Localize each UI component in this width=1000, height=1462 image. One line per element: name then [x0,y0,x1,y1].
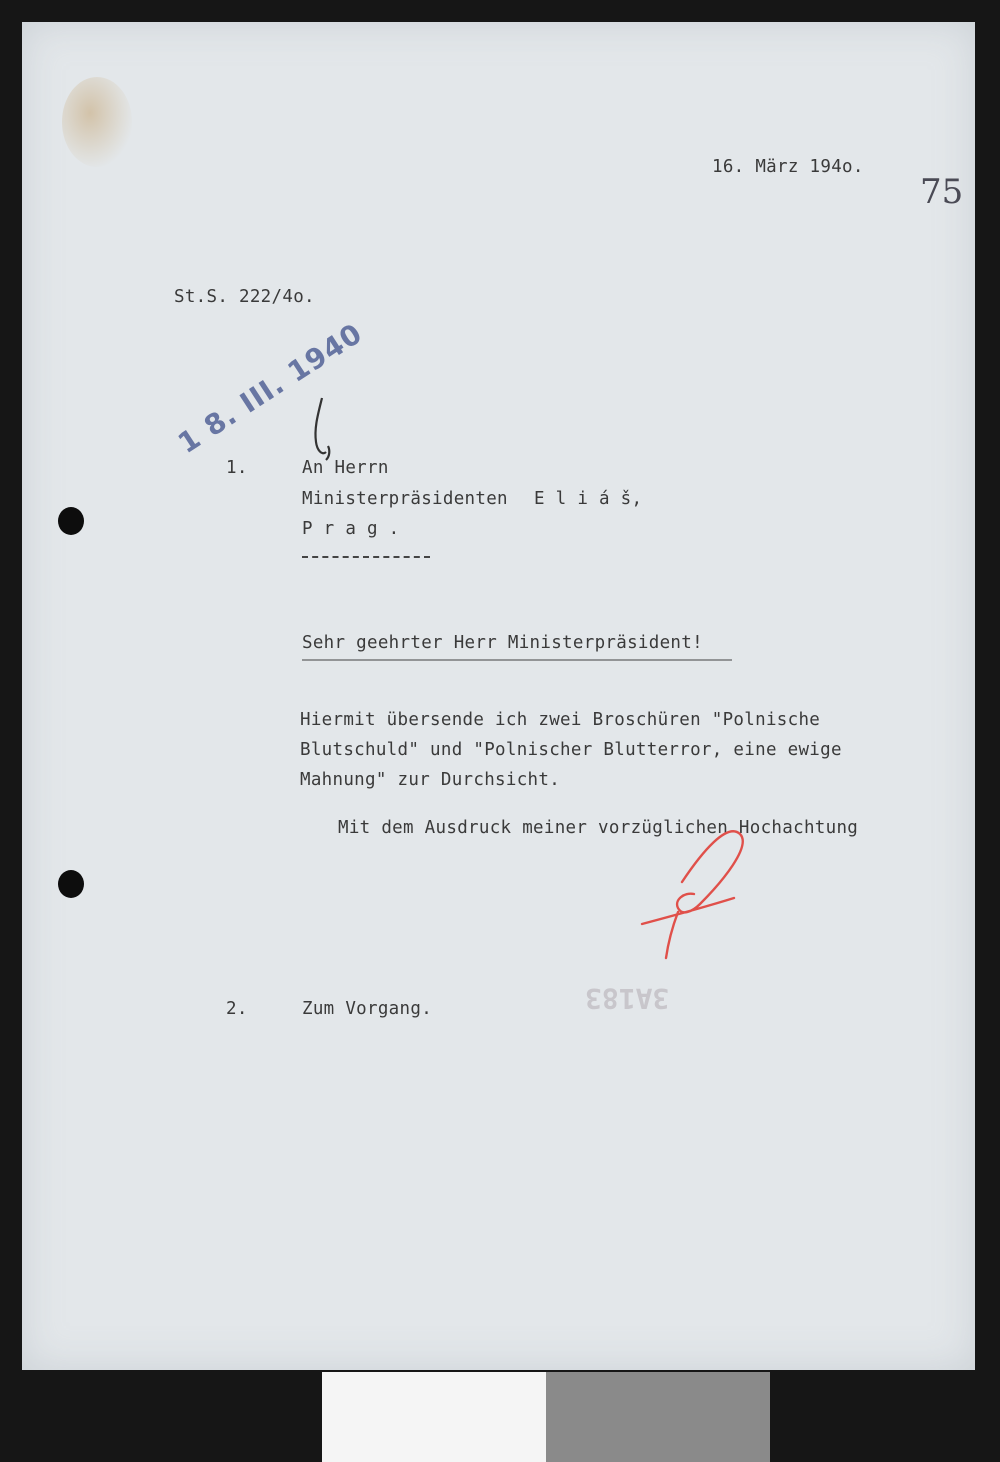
item-2-text: Zum Vorgang. [302,999,433,1019]
folio-number: 75 [920,172,964,212]
reference-number: St.S. 222/4o. [174,287,315,307]
body-line-3: Mahnung" zur Durchsicht. [300,770,561,790]
document-date: 16. März 194o. [712,157,864,177]
handwritten-signature [622,812,762,962]
punch-hole-bottom [58,870,84,898]
body-line-2: Blutschuld" und "Polnischer Blutterror, eine ewige [300,740,842,760]
paper-sheet [22,22,975,1370]
closing-phrase: Mit dem Ausdruck meiner vorzüglichen Hochachtung [338,818,859,838]
address-line-2-name: E l i á š, [534,489,643,509]
punch-hole-top [58,507,84,535]
item-2-number: 2. [226,999,248,1019]
greeting-underline [302,659,732,661]
handwritten-initial-mark [300,394,340,464]
body-line-1: Hiermit übersende ich zwei Broschüren "Polnische [300,710,821,730]
address-line-1: An Herrn [302,458,389,478]
address-underline [302,556,430,558]
received-date-stamp: 1 8. III. 1940 [172,316,369,460]
greeting: Sehr geehrter Herr Ministerpräsident! [302,633,703,653]
address-line-3: P r a g . [302,519,400,539]
calibration-white-patch [322,1372,546,1462]
calibration-strip [322,1372,770,1462]
address-line-2-prefix: Ministerpräsidenten [302,489,508,509]
paper-stain [62,77,132,167]
item-1-number: 1. [226,458,248,478]
calibration-grey-patch [546,1372,770,1462]
bleed-through-stamp: 3A183 [585,982,670,1015]
